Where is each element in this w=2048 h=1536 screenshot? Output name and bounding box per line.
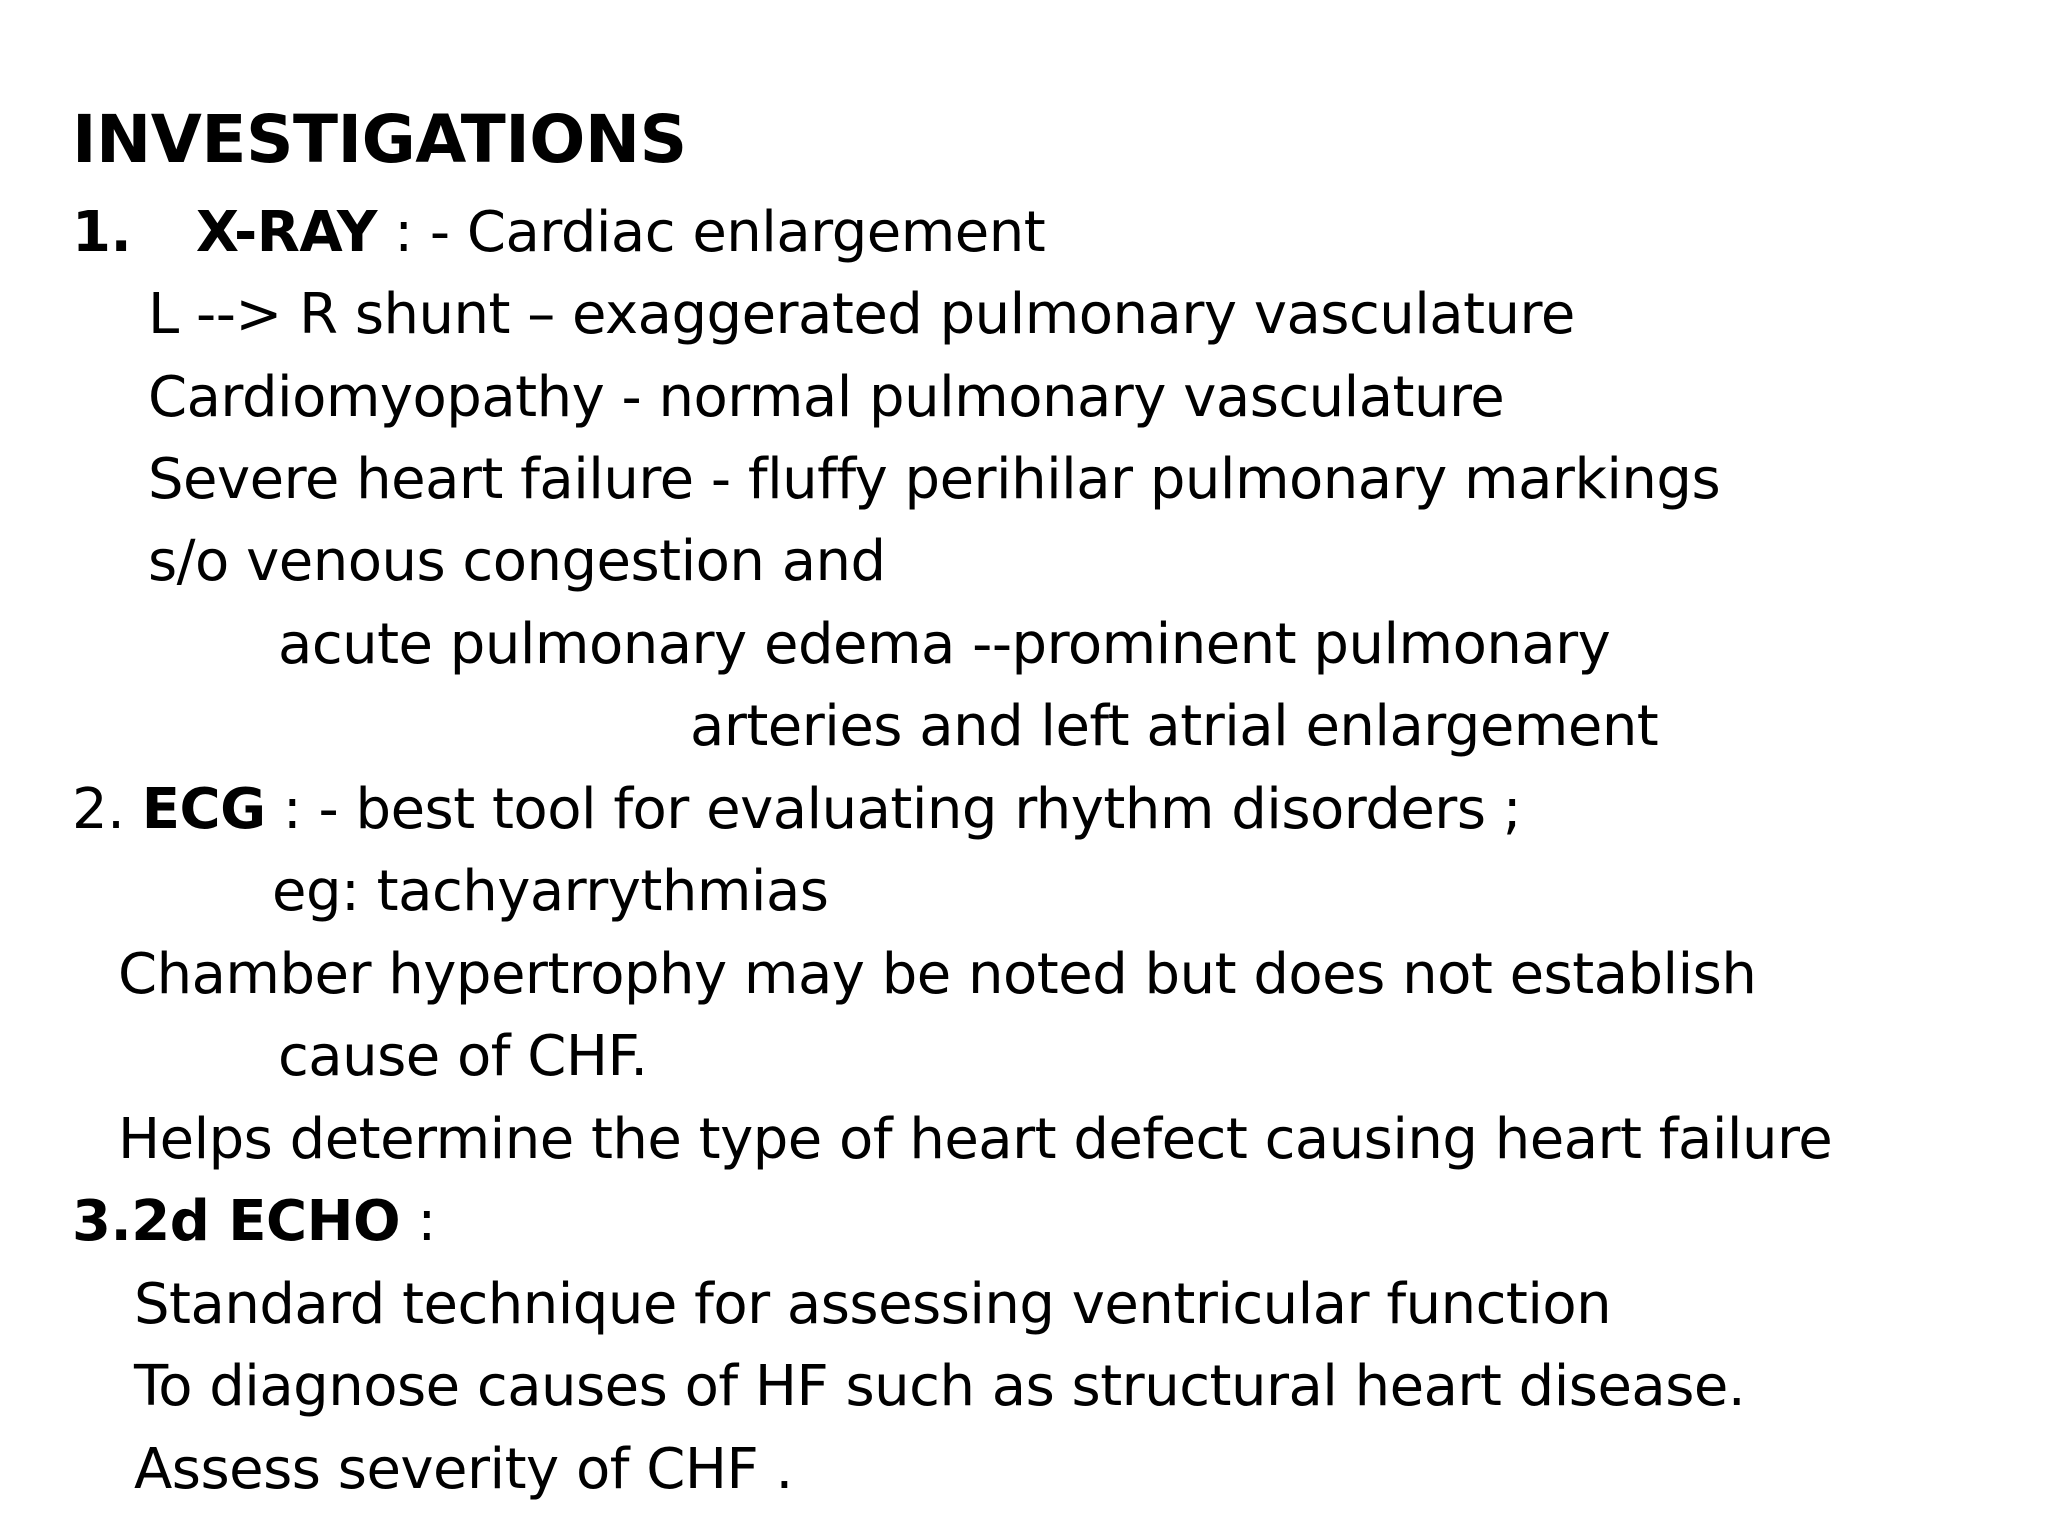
ecg-line-1: eg: tachyarrythmias xyxy=(272,859,829,924)
xray-label: X-RAY xyxy=(195,200,377,265)
echo-label: 3.2d ECHO xyxy=(72,1189,401,1254)
xray-line-1: L --> R shunt – exaggerated pulmonary vasculature xyxy=(148,282,1575,347)
ecg-line-3: cause of CHF. xyxy=(278,1024,648,1089)
echo-line-2: To diagnose causes of HF such as structural heart disease. xyxy=(134,1354,1746,1419)
ecg-line-4: Helps determine the type of heart defect causing heart failure xyxy=(118,1107,1833,1172)
xray-heading xyxy=(72,199,1045,267)
xray-line-6: arteries and left atrial enlargement xyxy=(690,694,1659,759)
ecg-heading xyxy=(72,776,1521,844)
ecg-line-2: Chamber hypertrophy may be noted but does not establish xyxy=(118,942,1757,1007)
xray-line-5: acute pulmonary edema --prominent pulmonary xyxy=(278,612,1611,677)
xray-number: 1. xyxy=(72,200,132,265)
echo-heading xyxy=(72,1188,436,1256)
ecg-number: 2. xyxy=(72,777,142,842)
xray-intro: : - Cardiac enlargement xyxy=(376,200,1046,265)
xray-line-4: s/o venous congestion and xyxy=(148,529,886,594)
ecg-intro: : - best tool for evaluating rhythm disorders ; xyxy=(265,777,1522,842)
xray-line-3: Severe heart failure - fluffy perihilar pulmonary markings xyxy=(148,447,1721,512)
xray-line-2: Cardiomyopathy - normal pulmonary vasculature xyxy=(148,365,1505,430)
echo-intro: : xyxy=(400,1189,436,1254)
echo-line-1: Standard technique for assessing ventricular function xyxy=(134,1272,1612,1337)
ecg-label: ECG xyxy=(141,777,266,842)
slide-title: INVESTIGATIONS xyxy=(72,101,687,178)
echo-line-3: Assess severity of CHF . xyxy=(134,1437,793,1502)
